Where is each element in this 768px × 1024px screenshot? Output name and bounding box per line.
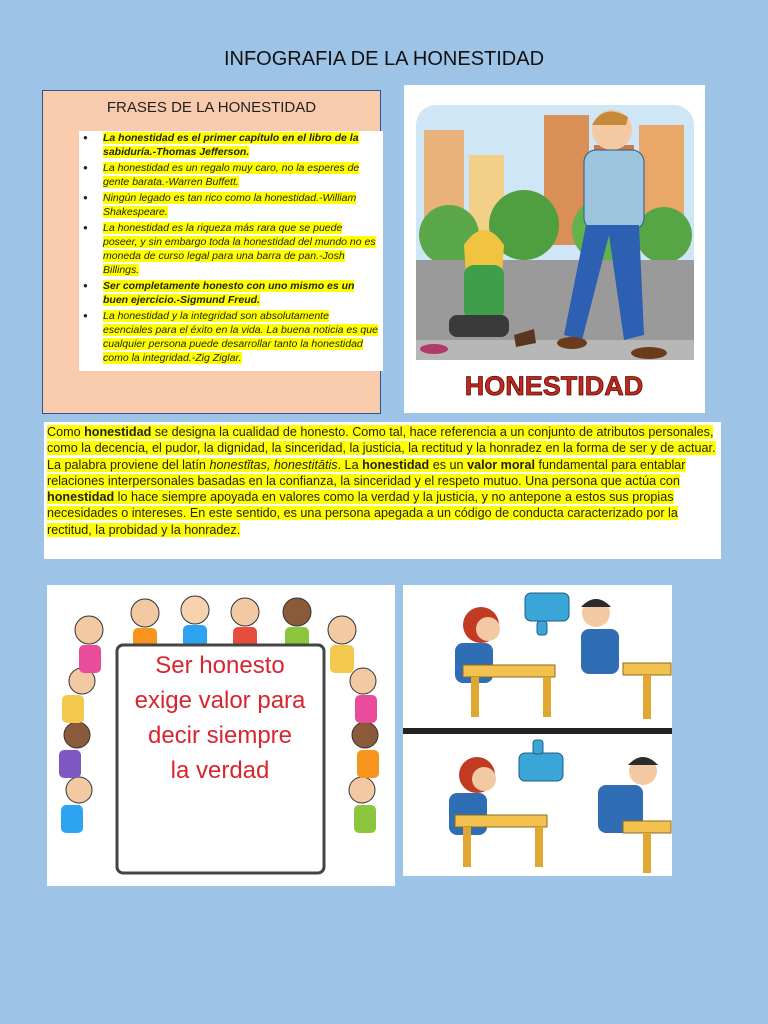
quote-item: ● Ningún legado es tan rico como la honestidad.-William Shakespeare. (83, 191, 379, 219)
poster-line-1: Ser honesto (155, 652, 285, 679)
quotes-list (79, 131, 383, 371)
panel-divider (403, 728, 672, 734)
students-desks-image (403, 585, 672, 876)
poster-line-4: la verdad (170, 757, 270, 784)
quotes-heading: FRASES DE LA HONESTIDAD (106, 99, 317, 116)
students-image (403, 585, 672, 876)
quote-item: ● Ser completamente honesto con uno mismo es un buen ejercicio.-Sigmund Freud. (83, 279, 379, 307)
quote-item: ● La honestidad es el primer capítulo en el libro de la sabiduría.-Thomas Jefferson. (83, 131, 379, 159)
poster-image (47, 585, 395, 886)
honesty-scene-image (404, 85, 705, 413)
honestidad-caption: HONESTIDAD (464, 371, 644, 401)
quote-item: ● La honestidad es la riqueza más rara que se puede poseer, y sin embargo toda la honestidad del mundo no es moneda de curso legal para una barra de pan.-Josh Billings. (83, 221, 379, 277)
honesty-illustration (404, 85, 705, 413)
quote-item: ● La honestidad y la integridad son absolutamente esenciales para el éxito en la vida. La buena noticia es que cualquier persona puede desarrollar tanto la honestidad como la integridad.-Zig Ziglar. (83, 309, 379, 365)
children-ring-image (47, 585, 395, 886)
definition-paragraph: Como honestidad se designa la cualidad de honesto. Como tal, hace referencia a un conjunto de atributos personales, como la decencia, el pudor, la dignidad, la sinceridad, la justicia, la rectitud y la honradez en la forma de ser y de actuar. La palabra proviene del latín honestĭtas, honestitātis. La honestidad es un valor moral fundamental para entablar relaciones interpersonales basadas en la confianza, la sinceridad y el respeto mutuo. Una persona que actúa con honestidad lo hace siempre apoyada en valores como la verdad y la justicia, y no antepone a estos sus propias necesidades o intereses. En este sentido, es una persona apegada a un código de conducta caracterizado por la rectitud, la probidad y la honradez. (44, 422, 721, 559)
quotes-box (42, 90, 381, 414)
poster-line-3: decir siempre (147, 722, 293, 749)
page-title: INFOGRAFIA DE LA HONESTIDAD (223, 48, 545, 70)
quote-item: ● La honestidad es un regalo muy caro, no la esperes de gente barata.-Warren Buffett. (83, 161, 379, 189)
poster-line-2: exige valor para (134, 687, 306, 714)
